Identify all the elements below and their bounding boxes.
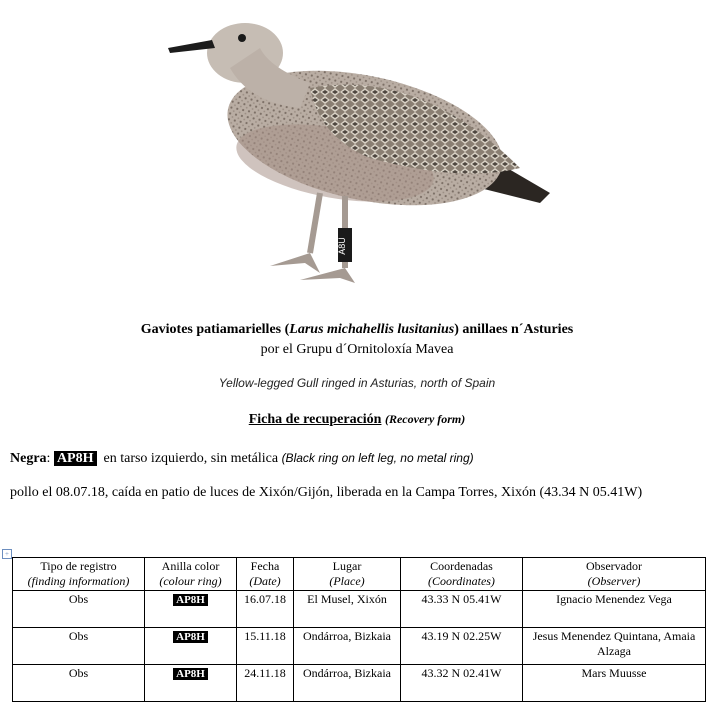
header-observador: Observador (Observer) [523, 558, 706, 591]
cell-tipo: Obs [13, 591, 145, 628]
cell-lugar: El Musel, Xixón [294, 591, 401, 628]
header-tipo: Tipo de registro (finding information) [13, 558, 145, 591]
table-row [13, 591, 706, 628]
ring-info: Negra: AP8H en tarso izquierdo, sin metálica (Black ring on left leg, no metal ring) [10, 451, 474, 466]
cell-coords: 43.19 N 02.25W [401, 628, 523, 665]
form-title: Ficha de recuperación (Recovery form) [248, 412, 466, 427]
cell-anilla: AP8H [145, 628, 237, 665]
ringing-description: pollo el 08.07.18, caída en patio de luces de Xixón/Gijón, liberada en la Campa Torres, Xixón (43.34 N 05.41W) [10, 485, 643, 500]
cell-lugar: Ondárroa, Bizkaia [294, 665, 401, 702]
cell-fecha: 16.07.18 [237, 591, 294, 628]
page-title: Gaviotes patiamarielles (Larus michahellis lusitanius) anillaes n´Asturies [140, 322, 574, 337]
gull-photo [160, 8, 560, 293]
table-move-handle-icon[interactable]: + [2, 549, 12, 559]
ring-code: AP8H [54, 451, 97, 466]
cell-observador: Jesus Menendez Quintana, Amaia Alzaga [523, 628, 706, 665]
species-name: Larus michahellis lusitanius [289, 322, 455, 337]
cell-fecha: 24.11.18 [237, 665, 294, 702]
cell-anilla: AP8H [145, 665, 237, 702]
recovery-table [12, 557, 706, 702]
leg-ring-code: A8U [337, 237, 347, 255]
cell-observador: Ignacio Menendez Vega [523, 591, 706, 628]
header-coords: Coordenadas (Coordinates) [401, 558, 523, 591]
cell-coords: 43.32 N 02.41W [401, 665, 523, 702]
page-subtitle: por el Grupu d´Ornitoloxía Mavea [260, 342, 454, 357]
header-anilla: Anilla color (colour ring) [145, 558, 237, 591]
cell-tipo: Obs [13, 628, 145, 665]
cell-lugar: Ondárroa, Bizkaia [294, 628, 401, 665]
cell-tipo: Obs [13, 665, 145, 702]
cell-coords: 43.33 N 05.41W [401, 591, 523, 628]
header-fecha: Fecha (Date) [237, 558, 294, 591]
table-row [13, 665, 706, 702]
table-row [13, 628, 706, 665]
header-lugar: Lugar (Place) [294, 558, 401, 591]
english-subtitle: Yellow-legged Gull ringed in Asturias, north of Spain [218, 376, 496, 390]
cell-anilla: AP8H [145, 591, 237, 628]
cell-fecha: 15.11.18 [237, 628, 294, 665]
cell-observador: Mars Muusse [523, 665, 706, 702]
table-header-row [13, 558, 706, 591]
